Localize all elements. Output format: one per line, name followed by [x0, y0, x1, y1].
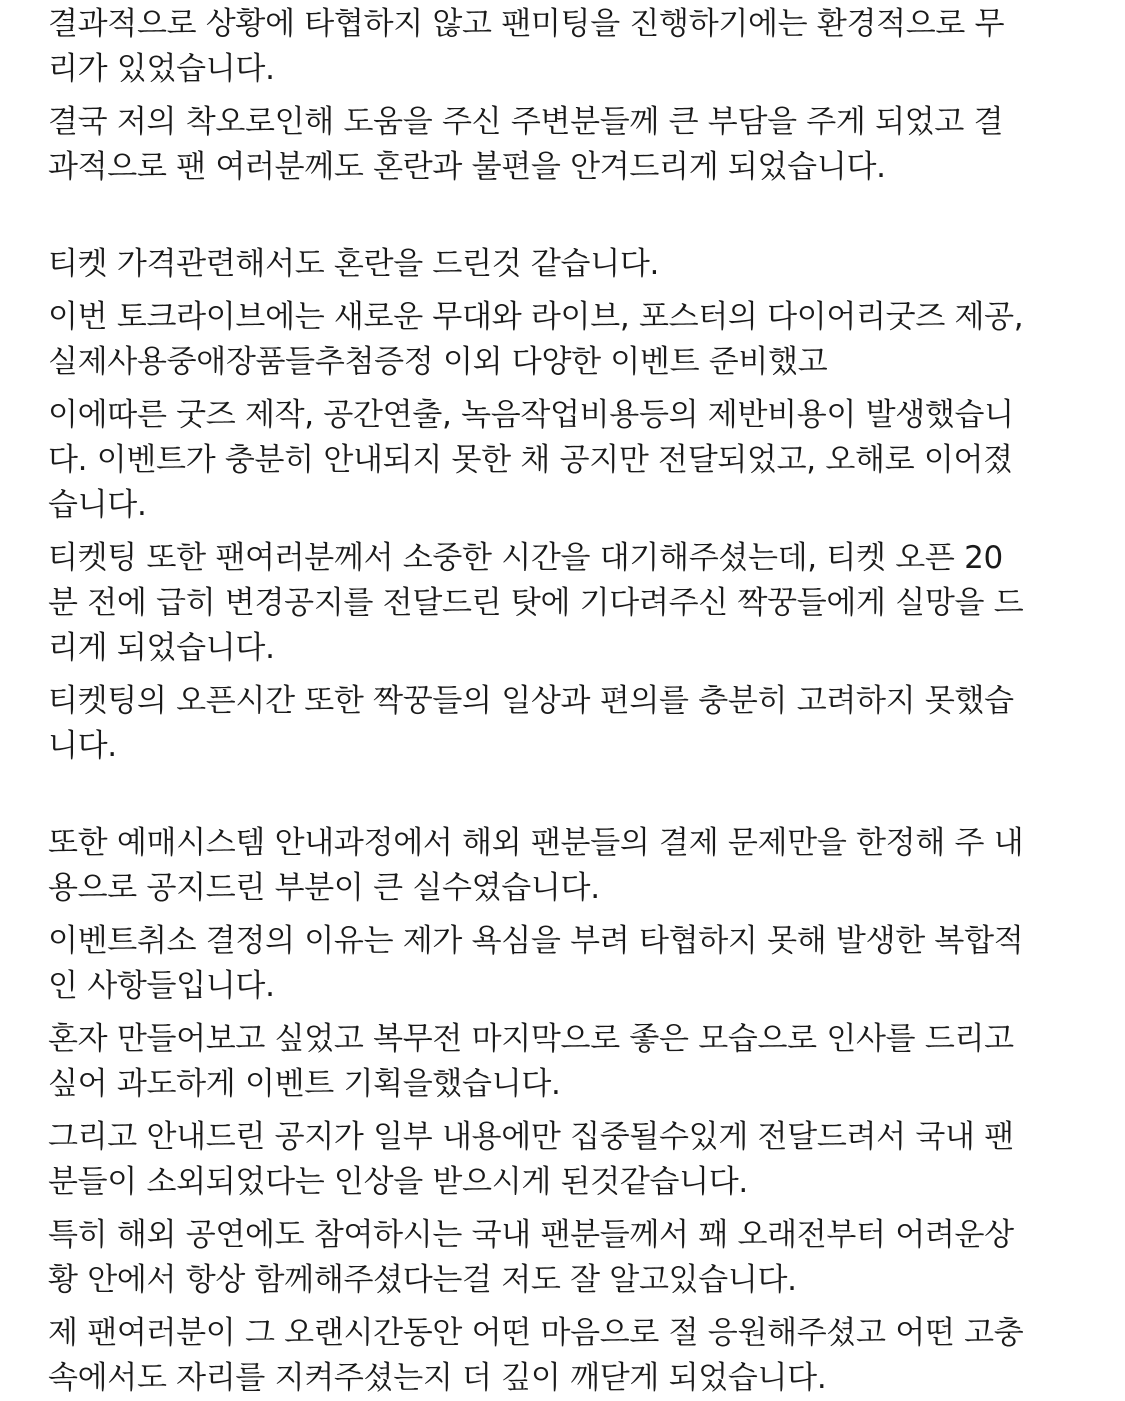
text-line: 그리고 안내드린 공지가 일부 내용에만 집중될수있게 전달드려서 국내 팬: [48, 1119, 1014, 1155]
text-line: 과적으로 팬 여러분께도 혼란과 불편을 안겨드리게 되었습니다.: [48, 149, 886, 185]
text-line: 티켓팅 또한 팬여러분께서 소중한 시간을 대기해주셨는데, 티켓 오픈 20: [48, 540, 1003, 576]
text-line: 티켓팅의 오픈시간 또한 짝꿍들의 일상과 편의를 충분히 고려하지 못했습: [48, 683, 1014, 719]
text-line: 결과적으로 상황에 타협하지 않고 팬미팅을 진행하기에는 환경적으로 무: [48, 6, 1005, 42]
text-line: 이에따른 굿즈 제작, 공간연출, 녹음작업비용등의 제반비용이 발생했습니: [48, 397, 1014, 433]
text-line: 결국 저의 착오로인해 도움을 주신 주변분들께 큰 부담을 주게 되었고 결: [48, 104, 1004, 140]
text-line: 분 전에 급히 변경공지를 전달드린 탓에 기다려주신 짝꿍들에게 실망을 드: [48, 585, 1024, 621]
text-line: 니다.: [48, 728, 117, 764]
text-line: 제 팬여러분이 그 오랜시간동안 어떤 마음으로 절 응원해주셨고 어떤 고충: [48, 1315, 1024, 1351]
text-line: 인 사항들입니다.: [48, 968, 275, 1004]
statement-document: [48, 2, 1078, 1401]
text-line: 싶어 과도하게 이벤트 기획을했습니다.: [48, 1066, 561, 1102]
text-line: 리게 되었습니다.: [48, 630, 275, 666]
text-line: 티켓 가격관련해서도 혼란을 드린것 같습니다.: [48, 246, 660, 282]
text-line: 습니다.: [48, 487, 147, 523]
text-line: 분들이 소외되었다는 인상을 받으시게 된것같습니다.: [48, 1164, 748, 1200]
text-line: 혼자 만들어보고 싶었고 복무전 마지막으로 좋은 모습으로 인사를 드리고: [48, 1021, 1014, 1057]
text-line: 속에서도 자리를 지켜주셨는지 더 깊이 깨닫게 되었습니다.: [48, 1360, 827, 1396]
text-line: 이벤트취소 결정의 이유는 제가 욕심을 부려 타협하지 못해 발생한 복합적: [48, 923, 1024, 959]
text-line: 다. 이벤트가 충분히 안내되지 못한 채 공지만 전달되었고, 오해로 이어졌: [48, 442, 1013, 478]
text-line: 특히 해외 공연에도 참여하시는 국내 팬분들께서 꽤 오래전부터 어려운상: [48, 1217, 1014, 1253]
text-line: 황 안에서 항상 함께해주셨다는걸 저도 잘 알고있습니다.: [48, 1262, 797, 1298]
text-line: 이번 토크라이브에는 새로운 무대와 라이브, 포스터의 다이어리굿즈 제공,: [48, 299, 1024, 335]
text-line: 용으로 공지드린 부분이 큰 실수였습니다.: [48, 870, 600, 906]
text-line: 또한 예매시스템 안내과정에서 해외 팬분들의 결제 문제만을 한정해 주 내: [48, 825, 1024, 861]
text-line: 실제사용중애장품들추첨증정 이외 다양한 이벤트 준비했고: [48, 344, 828, 380]
text-line: 리가 있었습니다.: [48, 51, 275, 87]
